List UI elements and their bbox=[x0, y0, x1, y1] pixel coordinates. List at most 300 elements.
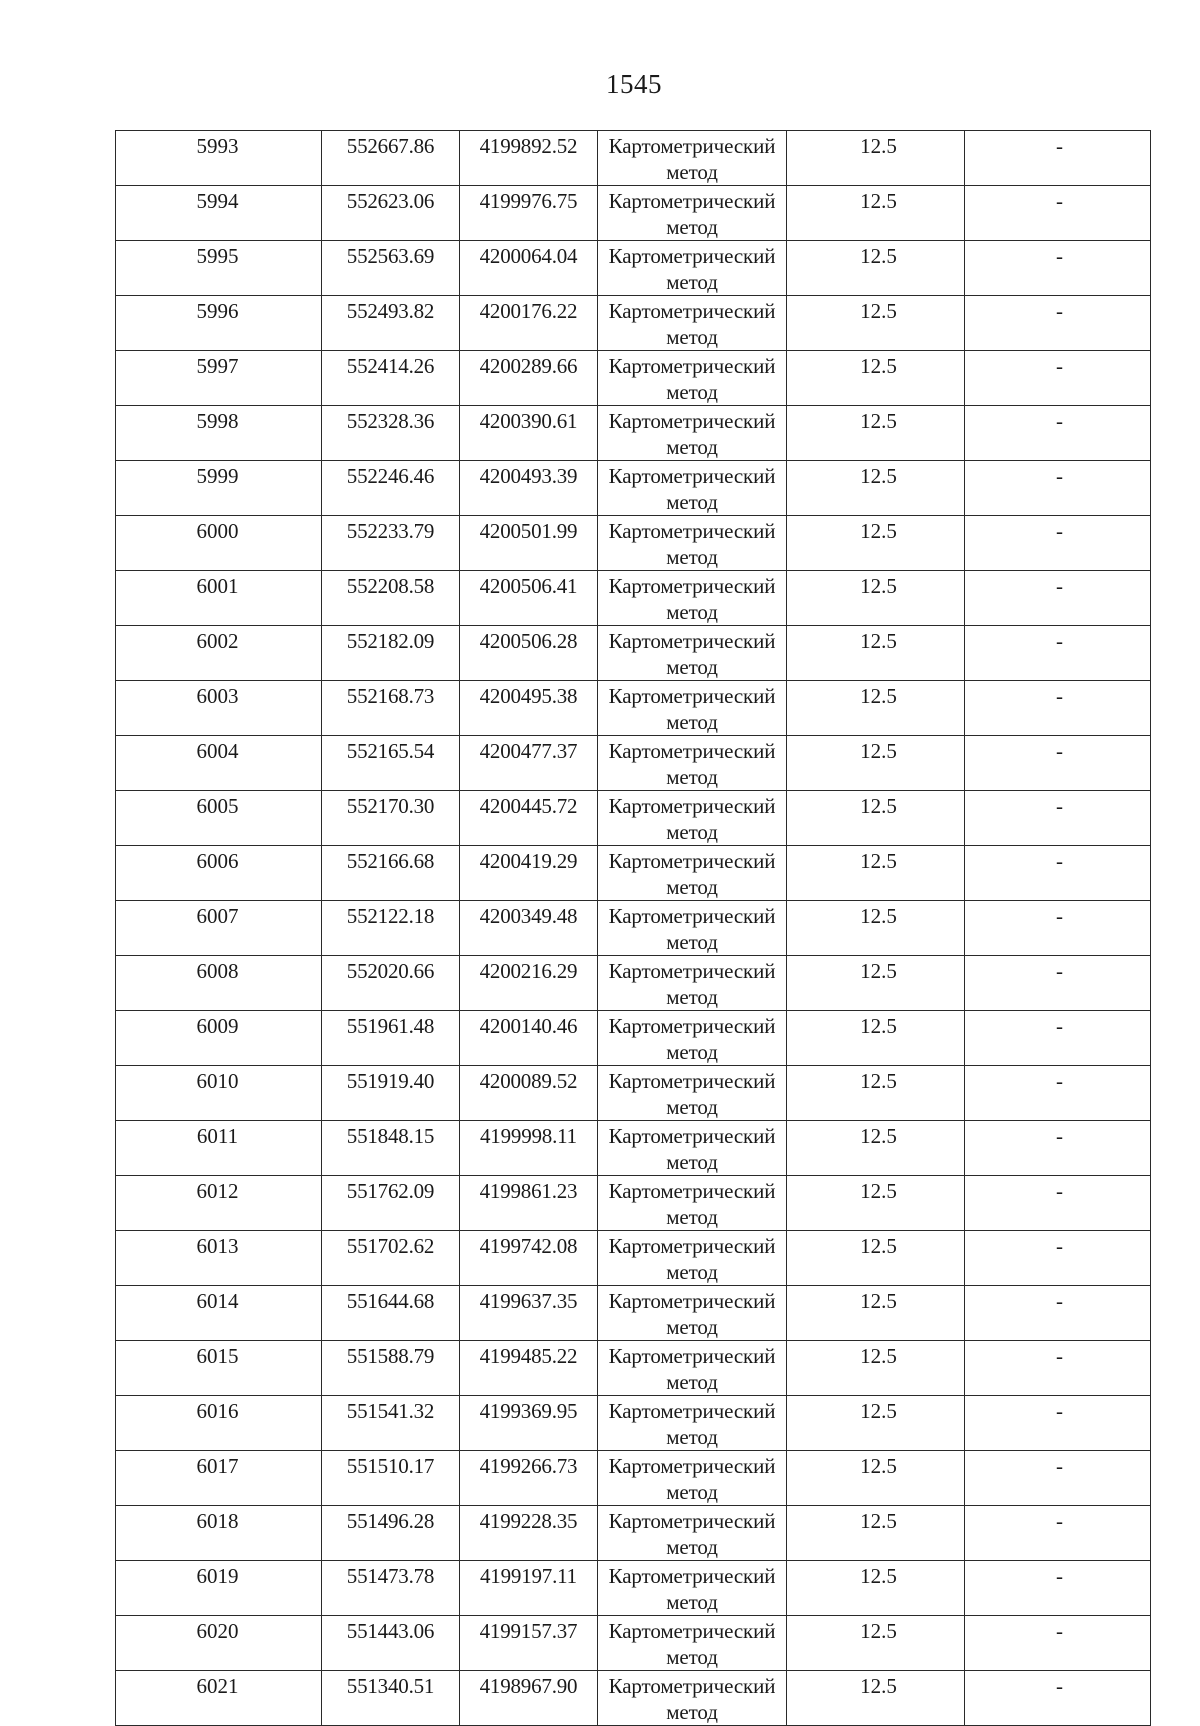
table-row bbox=[116, 1341, 1151, 1396]
x-coordinate-cell-text: 551762.09 bbox=[346, 1179, 435, 1203]
accuracy-cell-text: 12.5 bbox=[860, 1179, 897, 1203]
note-cell-text: - bbox=[1056, 739, 1063, 763]
y-coordinate-cell-text: 4199637.35 bbox=[479, 1289, 578, 1313]
x-coordinate-cell bbox=[322, 186, 460, 241]
method-cell-text: Картометрический метод bbox=[608, 574, 776, 624]
x-coordinate-cell-text: 551496.28 bbox=[346, 1509, 435, 1533]
method-cell-text: Картометрический метод bbox=[608, 1179, 776, 1229]
x-coordinate-cell-text: 552667.86 bbox=[346, 134, 435, 158]
note-cell-text: - bbox=[1056, 299, 1063, 323]
x-coordinate-cell bbox=[322, 846, 460, 901]
note-cell bbox=[965, 296, 1151, 351]
accuracy-cell bbox=[787, 1341, 965, 1396]
point-number-cell-text: 6013 bbox=[196, 1234, 239, 1258]
method-cell-text: Картометрический метод bbox=[608, 849, 776, 899]
x-coordinate-cell-text: 552563.69 bbox=[346, 244, 435, 268]
point-number-cell-text: 6001 bbox=[196, 574, 239, 598]
y-coordinate-cell-text: 4199369.95 bbox=[479, 1399, 578, 1423]
method-cell-text: Картометрический метод bbox=[608, 1564, 776, 1614]
method-cell bbox=[598, 1616, 787, 1671]
x-coordinate-cell bbox=[322, 131, 460, 186]
point-number-cell bbox=[116, 1561, 322, 1616]
point-number-cell-text: 5999 bbox=[196, 464, 239, 488]
method-cell-text: Картометрический метод bbox=[608, 1014, 776, 1064]
accuracy-cell bbox=[787, 791, 965, 846]
point-number-cell bbox=[116, 241, 322, 296]
point-number-cell-text: 6021 bbox=[196, 1674, 239, 1698]
y-coordinate-cell-text: 4200289.66 bbox=[479, 354, 578, 378]
accuracy-cell-text: 12.5 bbox=[860, 1124, 897, 1148]
accuracy-cell-text: 12.5 bbox=[860, 1674, 897, 1698]
accuracy-cell bbox=[787, 351, 965, 406]
table-row bbox=[116, 516, 1151, 571]
x-coordinate-cell bbox=[322, 1396, 460, 1451]
note-cell-text: - bbox=[1056, 1564, 1063, 1588]
table-row bbox=[116, 1066, 1151, 1121]
accuracy-cell-text: 12.5 bbox=[860, 794, 897, 818]
method-cell bbox=[598, 186, 787, 241]
accuracy-cell-text: 12.5 bbox=[860, 1344, 897, 1368]
x-coordinate-cell-text: 551644.68 bbox=[346, 1289, 435, 1313]
table-row bbox=[116, 241, 1151, 296]
accuracy-cell bbox=[787, 681, 965, 736]
method-cell bbox=[598, 736, 787, 791]
point-number-cell bbox=[116, 351, 322, 406]
point-number-cell-text: 6015 bbox=[196, 1344, 239, 1368]
accuracy-cell-text: 12.5 bbox=[860, 519, 897, 543]
accuracy-cell-text: 12.5 bbox=[860, 684, 897, 708]
point-number-cell-text: 6017 bbox=[196, 1454, 239, 1478]
method-cell bbox=[598, 1066, 787, 1121]
x-coordinate-cell-text: 551541.32 bbox=[346, 1399, 435, 1423]
point-number-cell-text: 6018 bbox=[196, 1509, 239, 1533]
table-row bbox=[116, 296, 1151, 351]
point-number-cell-text: 6014 bbox=[196, 1289, 239, 1313]
point-number-cell bbox=[116, 736, 322, 791]
note-cell bbox=[965, 131, 1151, 186]
note-cell bbox=[965, 571, 1151, 626]
method-cell-text: Картометрический метод bbox=[608, 1674, 776, 1724]
note-cell-text: - bbox=[1056, 1124, 1063, 1148]
note-cell bbox=[965, 516, 1151, 571]
method-cell-text: Картометрический метод bbox=[608, 244, 776, 294]
accuracy-cell bbox=[787, 1176, 965, 1231]
accuracy-cell bbox=[787, 571, 965, 626]
note-cell-text: - bbox=[1056, 519, 1063, 543]
accuracy-cell-text: 12.5 bbox=[860, 1014, 897, 1038]
point-number-cell bbox=[116, 516, 322, 571]
x-coordinate-cell bbox=[322, 626, 460, 681]
point-number-cell bbox=[116, 1616, 322, 1671]
method-cell bbox=[598, 791, 787, 846]
point-number-cell-text: 5994 bbox=[196, 189, 239, 213]
x-coordinate-cell bbox=[322, 516, 460, 571]
x-coordinate-cell-text: 551510.17 bbox=[346, 1454, 435, 1478]
table-row bbox=[116, 1561, 1151, 1616]
accuracy-cell-text: 12.5 bbox=[860, 464, 897, 488]
method-cell bbox=[598, 1176, 787, 1231]
note-cell-text: - bbox=[1056, 849, 1063, 873]
point-number-cell-text: 6008 bbox=[196, 959, 239, 983]
y-coordinate-cell bbox=[460, 131, 598, 186]
x-coordinate-cell bbox=[322, 241, 460, 296]
x-coordinate-cell-text: 551919.40 bbox=[346, 1069, 435, 1093]
method-cell-text: Картометрический метод bbox=[608, 1619, 776, 1669]
x-coordinate-cell bbox=[322, 791, 460, 846]
y-coordinate-cell-text: 4198967.90 bbox=[479, 1674, 578, 1698]
y-coordinate-cell-text: 4199157.37 bbox=[479, 1619, 578, 1643]
y-coordinate-cell-text: 4200140.46 bbox=[479, 1014, 578, 1038]
table-row bbox=[116, 1396, 1151, 1451]
note-cell bbox=[965, 736, 1151, 791]
method-cell bbox=[598, 846, 787, 901]
accuracy-cell-text: 12.5 bbox=[860, 1399, 897, 1423]
accuracy-cell-text: 12.5 bbox=[860, 244, 897, 268]
y-coordinate-cell bbox=[460, 296, 598, 351]
x-coordinate-cell bbox=[322, 571, 460, 626]
note-cell bbox=[965, 1671, 1151, 1726]
accuracy-cell bbox=[787, 626, 965, 681]
y-coordinate-cell bbox=[460, 186, 598, 241]
y-coordinate-cell bbox=[460, 791, 598, 846]
note-cell-text: - bbox=[1056, 629, 1063, 653]
page-number: 1545 bbox=[606, 69, 662, 99]
method-cell-text: Картометрический метод bbox=[608, 629, 776, 679]
accuracy-cell bbox=[787, 901, 965, 956]
x-coordinate-cell-text: 552166.68 bbox=[346, 849, 435, 873]
y-coordinate-cell-text: 4200216.29 bbox=[479, 959, 578, 983]
method-cell bbox=[598, 1341, 787, 1396]
y-coordinate-cell-text: 4200176.22 bbox=[479, 299, 578, 323]
table-row bbox=[116, 1616, 1151, 1671]
x-coordinate-cell bbox=[322, 351, 460, 406]
method-cell-text: Картометрический метод bbox=[608, 904, 776, 954]
x-coordinate-cell-text: 552623.06 bbox=[346, 189, 435, 213]
note-cell bbox=[965, 1616, 1151, 1671]
note-cell-text: - bbox=[1056, 244, 1063, 268]
method-cell bbox=[598, 296, 787, 351]
note-cell bbox=[965, 1451, 1151, 1506]
y-coordinate-cell bbox=[460, 1286, 598, 1341]
coordinates-table bbox=[115, 130, 1151, 1726]
x-coordinate-cell bbox=[322, 901, 460, 956]
y-coordinate-cell bbox=[460, 1121, 598, 1176]
point-number-cell bbox=[116, 791, 322, 846]
x-coordinate-cell bbox=[322, 681, 460, 736]
y-coordinate-cell bbox=[460, 461, 598, 516]
accuracy-cell bbox=[787, 461, 965, 516]
point-number-cell-text: 5998 bbox=[196, 409, 239, 433]
method-cell bbox=[598, 1671, 787, 1726]
table-row bbox=[116, 131, 1151, 186]
accuracy-cell-text: 12.5 bbox=[860, 1454, 897, 1478]
method-cell bbox=[598, 1231, 787, 1286]
x-coordinate-cell bbox=[322, 1231, 460, 1286]
method-cell bbox=[598, 1286, 787, 1341]
y-coordinate-cell bbox=[460, 1066, 598, 1121]
x-coordinate-cell bbox=[322, 1066, 460, 1121]
y-coordinate-cell-text: 4200506.41 bbox=[479, 574, 578, 598]
x-coordinate-cell bbox=[322, 1286, 460, 1341]
accuracy-cell bbox=[787, 241, 965, 296]
point-number-cell-text: 6002 bbox=[196, 629, 239, 653]
x-coordinate-cell-text: 552233.79 bbox=[346, 519, 435, 543]
method-cell-text: Картометрический метод bbox=[608, 739, 776, 789]
method-cell bbox=[598, 571, 787, 626]
method-cell-text: Картометрический метод bbox=[608, 1344, 776, 1394]
point-number-cell-text: 6000 bbox=[196, 519, 239, 543]
accuracy-cell bbox=[787, 1286, 965, 1341]
point-number-cell bbox=[116, 1341, 322, 1396]
point-number-cell-text: 6007 bbox=[196, 904, 239, 928]
point-number-cell bbox=[116, 1066, 322, 1121]
method-cell bbox=[598, 626, 787, 681]
accuracy-cell bbox=[787, 846, 965, 901]
method-cell bbox=[598, 1396, 787, 1451]
x-coordinate-cell-text: 552414.26 bbox=[346, 354, 435, 378]
note-cell bbox=[965, 846, 1151, 901]
table-row bbox=[116, 1451, 1151, 1506]
table-row bbox=[116, 186, 1151, 241]
method-cell bbox=[598, 1506, 787, 1561]
y-coordinate-cell bbox=[460, 1616, 598, 1671]
y-coordinate-cell-text: 4200477.37 bbox=[479, 739, 578, 763]
table-row bbox=[116, 1121, 1151, 1176]
note-cell bbox=[965, 1561, 1151, 1616]
accuracy-cell bbox=[787, 1231, 965, 1286]
y-coordinate-cell bbox=[460, 1506, 598, 1561]
method-cell bbox=[598, 516, 787, 571]
method-cell-text: Картометрический метод bbox=[608, 409, 776, 459]
x-coordinate-cell bbox=[322, 1121, 460, 1176]
point-number-cell bbox=[116, 1286, 322, 1341]
note-cell-text: - bbox=[1056, 1069, 1063, 1093]
note-cell-text: - bbox=[1056, 1344, 1063, 1368]
y-coordinate-cell-text: 4200506.28 bbox=[479, 629, 578, 653]
x-coordinate-cell-text: 552208.58 bbox=[346, 574, 435, 598]
note-cell bbox=[965, 901, 1151, 956]
note-cell-text: - bbox=[1056, 1399, 1063, 1423]
note-cell bbox=[965, 1341, 1151, 1396]
note-cell bbox=[965, 186, 1151, 241]
y-coordinate-cell bbox=[460, 1341, 598, 1396]
method-cell-text: Картометрический метод bbox=[608, 1289, 776, 1339]
method-cell-text: Картометрический метод bbox=[608, 794, 776, 844]
y-coordinate-cell-text: 4199266.73 bbox=[479, 1454, 578, 1478]
y-coordinate-cell-text: 4199861.23 bbox=[479, 1179, 578, 1203]
note-cell bbox=[965, 791, 1151, 846]
x-coordinate-cell bbox=[322, 1451, 460, 1506]
note-cell bbox=[965, 1396, 1151, 1451]
accuracy-cell-text: 12.5 bbox=[860, 904, 897, 928]
x-coordinate-cell bbox=[322, 406, 460, 461]
accuracy-cell-text: 12.5 bbox=[860, 1069, 897, 1093]
y-coordinate-cell-text: 4200493.39 bbox=[479, 464, 578, 488]
y-coordinate-cell-text: 4200495.38 bbox=[479, 684, 578, 708]
table-row bbox=[116, 626, 1151, 681]
note-cell bbox=[965, 406, 1151, 461]
point-number-cell-text: 6005 bbox=[196, 794, 239, 818]
accuracy-cell-text: 12.5 bbox=[860, 409, 897, 433]
note-cell-text: - bbox=[1056, 1509, 1063, 1533]
x-coordinate-cell-text: 552168.73 bbox=[346, 684, 435, 708]
x-coordinate-cell-text: 551961.48 bbox=[346, 1014, 435, 1038]
accuracy-cell-text: 12.5 bbox=[860, 629, 897, 653]
accuracy-cell bbox=[787, 1396, 965, 1451]
x-coordinate-cell-text: 551443.06 bbox=[346, 1619, 435, 1643]
accuracy-cell bbox=[787, 1066, 965, 1121]
x-coordinate-cell bbox=[322, 736, 460, 791]
method-cell-text: Картометрический метод bbox=[608, 1509, 776, 1559]
point-number-cell bbox=[116, 1231, 322, 1286]
x-coordinate-cell-text: 551702.62 bbox=[346, 1234, 435, 1258]
point-number-cell-text: 6012 bbox=[196, 1179, 239, 1203]
accuracy-cell-text: 12.5 bbox=[860, 739, 897, 763]
accuracy-cell-text: 12.5 bbox=[860, 1619, 897, 1643]
accuracy-cell-text: 12.5 bbox=[860, 849, 897, 873]
accuracy-cell bbox=[787, 406, 965, 461]
y-coordinate-cell-text: 4199976.75 bbox=[479, 189, 578, 213]
method-cell bbox=[598, 406, 787, 461]
accuracy-cell-text: 12.5 bbox=[860, 959, 897, 983]
accuracy-cell-text: 12.5 bbox=[860, 1234, 897, 1258]
y-coordinate-cell bbox=[460, 516, 598, 571]
table-row bbox=[116, 406, 1151, 461]
y-coordinate-cell-text: 4199892.52 bbox=[479, 134, 578, 158]
point-number-cell bbox=[116, 571, 322, 626]
point-number-cell bbox=[116, 901, 322, 956]
y-coordinate-cell bbox=[460, 1176, 598, 1231]
accuracy-cell bbox=[787, 516, 965, 571]
method-cell-text: Картометрический метод bbox=[608, 134, 776, 184]
y-coordinate-cell-text: 4199998.11 bbox=[480, 1124, 577, 1148]
point-number-cell-text: 5997 bbox=[196, 354, 239, 378]
table-row bbox=[116, 901, 1151, 956]
y-coordinate-cell-text: 4200349.48 bbox=[479, 904, 578, 928]
x-coordinate-cell-text: 552493.82 bbox=[346, 299, 435, 323]
accuracy-cell-text: 12.5 bbox=[860, 134, 897, 158]
point-number-cell-text: 6006 bbox=[196, 849, 239, 873]
x-coordinate-cell-text: 552182.09 bbox=[346, 629, 435, 653]
x-coordinate-cell bbox=[322, 296, 460, 351]
note-cell bbox=[965, 241, 1151, 296]
method-cell-text: Картометрический метод bbox=[608, 1399, 776, 1449]
x-coordinate-cell-text: 552020.66 bbox=[346, 959, 435, 983]
y-coordinate-cell bbox=[460, 901, 598, 956]
y-coordinate-cell-text: 4200445.72 bbox=[479, 794, 578, 818]
y-coordinate-cell-text: 4200089.52 bbox=[479, 1069, 578, 1093]
accuracy-cell-text: 12.5 bbox=[860, 189, 897, 213]
y-coordinate-cell bbox=[460, 1011, 598, 1066]
point-number-cell-text: 6011 bbox=[196, 1124, 239, 1148]
y-coordinate-cell-text: 4199197.11 bbox=[480, 1564, 577, 1588]
point-number-cell bbox=[116, 956, 322, 1011]
note-cell-text: - bbox=[1056, 1289, 1063, 1313]
table-row bbox=[116, 351, 1151, 406]
x-coordinate-cell-text: 552246.46 bbox=[346, 464, 435, 488]
x-coordinate-cell bbox=[322, 1671, 460, 1726]
method-cell-text: Картометрический метод bbox=[608, 1234, 776, 1284]
accuracy-cell-text: 12.5 bbox=[860, 1564, 897, 1588]
accuracy-cell bbox=[787, 736, 965, 791]
point-number-cell-text: 6004 bbox=[196, 739, 239, 763]
accuracy-cell-text: 12.5 bbox=[860, 299, 897, 323]
note-cell-text: - bbox=[1056, 1619, 1063, 1643]
method-cell bbox=[598, 461, 787, 516]
method-cell bbox=[598, 956, 787, 1011]
note-cell-text: - bbox=[1056, 409, 1063, 433]
table-row bbox=[116, 1176, 1151, 1231]
accuracy-cell bbox=[787, 186, 965, 241]
method-cell bbox=[598, 131, 787, 186]
note-cell-text: - bbox=[1056, 464, 1063, 488]
y-coordinate-cell bbox=[460, 241, 598, 296]
note-cell-text: - bbox=[1056, 189, 1063, 213]
x-coordinate-cell bbox=[322, 1011, 460, 1066]
x-coordinate-cell bbox=[322, 1616, 460, 1671]
table-row bbox=[116, 791, 1151, 846]
point-number-cell bbox=[116, 461, 322, 516]
method-cell bbox=[598, 1451, 787, 1506]
method-cell-text: Картометрический метод bbox=[608, 299, 776, 349]
table-row bbox=[116, 1286, 1151, 1341]
accuracy-cell bbox=[787, 131, 965, 186]
y-coordinate-cell-text: 4199485.22 bbox=[479, 1344, 578, 1368]
note-cell-text: - bbox=[1056, 1014, 1063, 1038]
point-number-cell bbox=[116, 1396, 322, 1451]
y-coordinate-cell bbox=[460, 626, 598, 681]
x-coordinate-cell-text: 551588.79 bbox=[346, 1344, 435, 1368]
point-number-cell bbox=[116, 681, 322, 736]
note-cell bbox=[965, 461, 1151, 516]
point-number-cell-text: 5995 bbox=[196, 244, 239, 268]
table-row bbox=[116, 461, 1151, 516]
point-number-cell-text: 6003 bbox=[196, 684, 239, 708]
method-cell-text: Картометрический метод bbox=[608, 354, 776, 404]
accuracy-cell bbox=[787, 956, 965, 1011]
point-number-cell-text: 5996 bbox=[196, 299, 239, 323]
table-row bbox=[116, 846, 1151, 901]
note-cell-text: - bbox=[1056, 684, 1063, 708]
x-coordinate-cell-text: 551848.15 bbox=[346, 1124, 435, 1148]
y-coordinate-cell bbox=[460, 1451, 598, 1506]
note-cell-text: - bbox=[1056, 134, 1063, 158]
x-coordinate-cell bbox=[322, 461, 460, 516]
point-number-cell-text: 5993 bbox=[196, 134, 239, 158]
method-cell bbox=[598, 241, 787, 296]
note-cell-text: - bbox=[1056, 354, 1063, 378]
note-cell bbox=[965, 956, 1151, 1011]
x-coordinate-cell-text: 551340.51 bbox=[346, 1674, 435, 1698]
method-cell-text: Картометрический метод bbox=[608, 684, 776, 734]
accuracy-cell bbox=[787, 1671, 965, 1726]
note-cell-text: - bbox=[1056, 1454, 1063, 1478]
note-cell bbox=[965, 1176, 1151, 1231]
table-body bbox=[116, 131, 1151, 1726]
y-coordinate-cell bbox=[460, 1396, 598, 1451]
point-number-cell-text: 6010 bbox=[196, 1069, 239, 1093]
note-cell bbox=[965, 1121, 1151, 1176]
x-coordinate-cell-text: 552165.54 bbox=[346, 739, 435, 763]
table-row bbox=[116, 1231, 1151, 1286]
note-cell-text: - bbox=[1056, 1674, 1063, 1698]
table-row bbox=[116, 571, 1151, 626]
accuracy-cell-text: 12.5 bbox=[860, 354, 897, 378]
method-cell-text: Картометрический метод bbox=[608, 464, 776, 514]
note-cell-text: - bbox=[1056, 904, 1063, 928]
y-coordinate-cell-text: 4200419.29 bbox=[479, 849, 578, 873]
note-cell-text: - bbox=[1056, 1234, 1063, 1258]
